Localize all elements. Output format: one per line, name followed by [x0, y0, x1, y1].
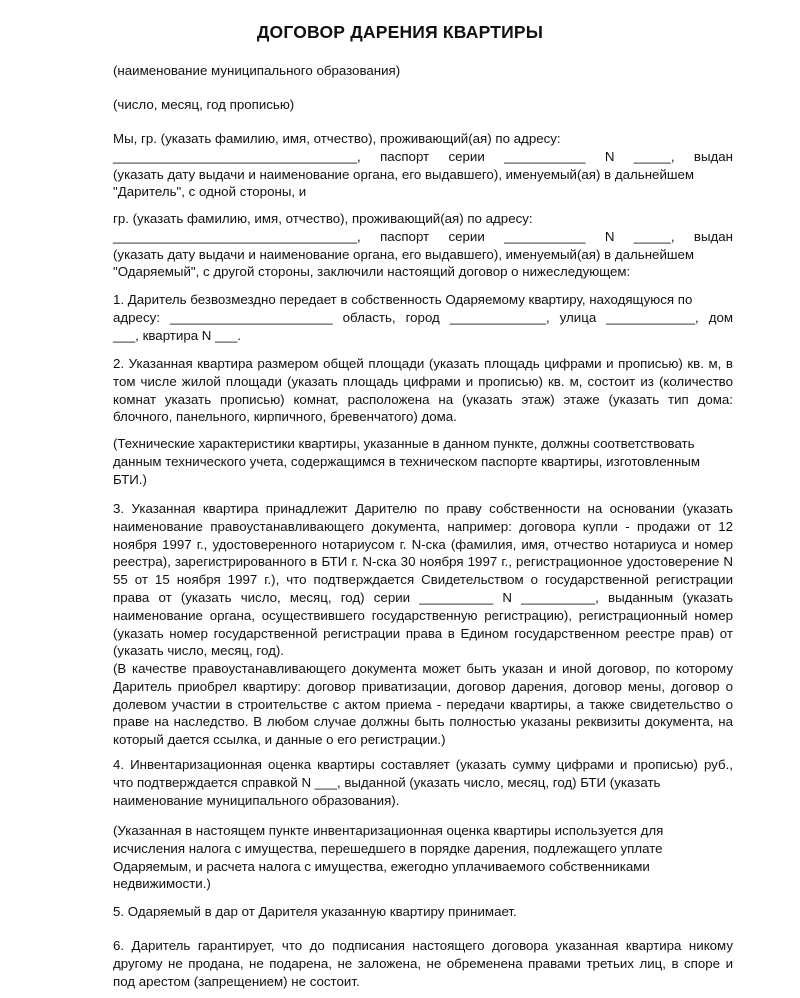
clause-3	[113, 500, 733, 660]
text-line: (В качестве правоустанавливающего документа может быть указан и иной договор, по которому	[113, 661, 733, 676]
text-line: праве на наследство. В любом случае должны быть полностью указаны реквизиты документа, на	[113, 714, 733, 730]
date-field-line: (число, месяц, год прописью)	[113, 97, 295, 112]
clause-4	[113, 756, 733, 809]
document-title: ДОГОВОР ДАРЕНИЯ КВАРТИРЫ	[256, 22, 544, 42]
clause-1	[113, 291, 733, 344]
text-line: 2. Указанная квартира размером общей площади (указать площадь цифрами и прописью) кв. м, в	[113, 356, 733, 371]
clause-6	[113, 937, 733, 990]
text-line: наименование органа, осуществившего государственную регистрацию), регистрационный номер	[113, 607, 733, 623]
text-line: 5. Одаряемый в дар от Дарителя указанную квартиру принимает.	[113, 904, 517, 919]
text-line: исчисления налога с имущества, перешедшего в порядке дарения, подлежащего уплате	[113, 840, 663, 856]
text-line: (указать дату выдачи и наименование органа, его выдавшего), именуемый(ая) в дальнейшем	[113, 246, 695, 262]
text-line: ноября 1997 г., удостоверенного нотариусом г. N-ска (фамилия, имя, отчество нотариуса и номер	[113, 536, 733, 552]
donor-paragraph	[113, 130, 733, 201]
text-line: 6. Даритель гарантирует, что до подписания настоящего договора указанная квартира никому	[113, 938, 733, 953]
text-line: другому не продана, не подарена, не заложена, не обременена правами третьих лиц, в споре и	[113, 955, 733, 971]
text-line: наименование муниципального образования).	[113, 792, 400, 808]
text-line: реестра), зарегистрированного в БТИ г. N-ска 30 ноября 1997 г., регистрационное удостоверение N	[113, 554, 733, 570]
clause-5	[113, 903, 733, 921]
text-line: под арестом (запрещением) не состоит.	[113, 973, 360, 989]
text-line: "Одаряемый", с другой стороны, заключили настоящий договор о нижеследующем:	[113, 264, 631, 280]
text-line: права от (указать число, месяц, год) серии __________ N __________, выданным (указать	[113, 589, 733, 605]
text-line: ___, квартира N ___.	[113, 327, 241, 343]
text-line: 55 от 15 ноября 1997 г.), что подтверждается Свидетельством о государственной регистрации	[113, 572, 733, 588]
text-line: (Указанная в настоящем пункте инвентаризационная оценка квартиры используется для	[113, 823, 664, 838]
text-line: долевом участии в строительстве с актом приема - передачи квартиры, а также свидетельство о	[113, 696, 733, 712]
clause-3-note	[113, 660, 733, 749]
text-line: который дается ссылка, и данные о его регистрации.)	[113, 732, 446, 748]
text-line: Даритель приобрел квартиру: договор приватизации, договор дарения, договор мены, договор о	[113, 678, 733, 694]
text-line: комнат указать прописью) комнат, расположена на (указать этаж) этаже (указать тип дома:	[113, 391, 733, 407]
date-field	[113, 96, 733, 114]
text-line: наименование правоустанавливающего документа, например: договора купли - продажи от 12	[113, 518, 733, 534]
text-line: гр. (указать фамилию, имя, отчество), проживающий(ая) по адресу:	[113, 211, 533, 226]
text-line: 3. Указанная квартира принадлежит Дарителю по праву собственности на основании (указать	[113, 501, 733, 516]
municipality-field-line: (наименование муниципального образования)	[113, 63, 401, 78]
text-line: Одаряемым, и расчета налога с имущества, ежегодно уплачиваемого собственниками	[113, 858, 650, 874]
text-line: 4. Инвентаризационная оценка квартиры составляет (указать сумму цифрами и прописью) руб.,	[113, 757, 733, 772]
text-line: (указать дату выдачи и наименование органа, его выдавшего), именуемый(ая) в дальнейшем	[113, 166, 695, 182]
text-line: что подтверждается справкой N ___, выданной (указать число, месяц, год) БТИ (указать	[113, 774, 661, 790]
text-line: _________________________________, паспорт серии ___________ N _____, выдан	[113, 148, 733, 164]
text-line: "Даритель", с одной стороны, и	[113, 184, 307, 200]
text-line: _________________________________, паспорт серии ___________ N _____, выдан	[113, 228, 733, 244]
clause-2	[113, 355, 733, 426]
donee-paragraph	[113, 210, 733, 281]
text-line: (указать номер государственной регистрации права в Едином государственном реестре прав) от	[113, 625, 733, 641]
clause-2-note	[113, 435, 733, 488]
text-line: данным технического учета, содержащимся в техническом паспорте квартиры, изготовленным	[113, 453, 700, 469]
text-line: Мы, гр. (указать фамилию, имя, отчество), проживающий(ая) по адресу:	[113, 131, 561, 146]
text-line: недвижимости.)	[113, 876, 211, 892]
clause-4-note	[113, 822, 733, 893]
text-line: 1. Даритель безвозмездно передает в собственность Одаряемому квартиру, находящуюся по	[113, 292, 693, 307]
text-line: адресу: ______________________ область, город _____________, улица ____________, дом	[113, 309, 733, 325]
text-line: (Технические характеристики квартиры, указанные в данном пункте, должны соответствовать	[113, 436, 695, 451]
text-line: том числе жилой площади (указать площадь цифрами и прописью) кв. м, состоит из (количество	[113, 373, 733, 389]
text-line: (указать число, месяц, год).	[113, 643, 284, 659]
text-line: БТИ.)	[113, 471, 147, 487]
municipality-field	[113, 62, 733, 80]
text-line: блочного, панельного, кирпичного, бревенчатого) дома.	[113, 409, 457, 425]
